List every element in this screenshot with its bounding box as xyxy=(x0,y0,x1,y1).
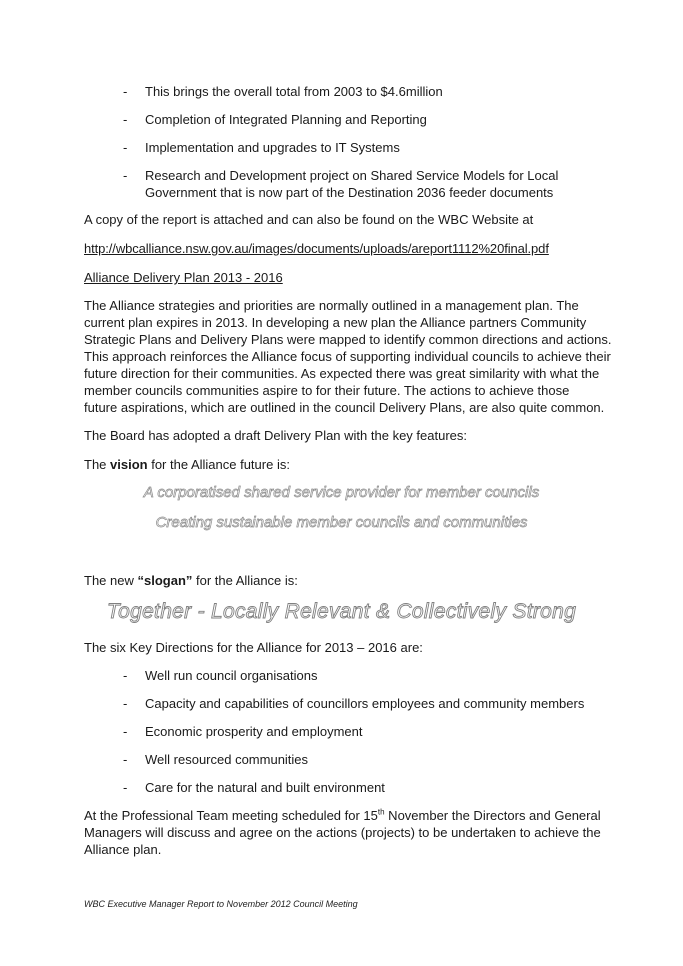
bullet-item: Research and Development project on Shared Service Models for Local xyxy=(145,168,559,183)
vision-intro: The vision for the Alliance future is: xyxy=(84,457,290,472)
bullet-dash: - xyxy=(123,140,128,155)
direction-item: Well resourced communities xyxy=(145,752,309,767)
bullet-dash: - xyxy=(123,724,128,739)
paragraph-line: Strategic Plans and Delivery Plans were mapped to identify common directions and actions. xyxy=(84,332,612,347)
bullet-dash: - xyxy=(123,752,128,767)
bullet-item: This brings the overall total from 2003 to $4.6million xyxy=(145,84,443,99)
vision-line: Creating sustainable member councils and communities xyxy=(155,514,528,531)
closing-line: Managers will discuss and agree on the actions (projects) to be undertaken to achieve the xyxy=(84,825,601,840)
bullet-item: Completion of Integrated Planning and Reporting xyxy=(145,112,427,127)
directions-intro: The six Key Directions for the Alliance for 2013 – 2016 are: xyxy=(84,640,423,655)
direction-item: Well run council organisations xyxy=(145,668,318,683)
closing-line: At the Professional Team meeting scheduled for 15th November the Directors and General xyxy=(84,807,601,823)
bullet-dash: - xyxy=(123,84,128,99)
paragraph-line: future direction for their communities. As expected there was great similarity with what the xyxy=(84,366,600,381)
bullet-dash: - xyxy=(123,112,128,127)
bullet-dash: - xyxy=(123,168,128,183)
section-heading: Alliance Delivery Plan 2013 - 2016 xyxy=(84,270,283,285)
paragraph-line: The Alliance strategies and priorities are normally outlined in a management plan. The xyxy=(84,298,579,313)
slogan-intro: The new “slogan” for the Alliance is: xyxy=(84,573,298,588)
board-text: The Board has adopted a draft Delivery Plan with the key features: xyxy=(84,428,467,443)
page-footer: WBC Executive Manager Report to November 2012 Council Meeting xyxy=(84,899,358,909)
paragraph-line: future aspirations, which are outlined in the council Delivery Plans, are also quite common. xyxy=(84,400,605,415)
paragraph-line: This approach reinforces the Alliance focus of supporting individual councils to achieve their xyxy=(84,349,611,364)
report-text: A copy of the report is attached and can also be found on the WBC Website at xyxy=(84,212,534,227)
bullet-item: Implementation and upgrades to IT Systems xyxy=(145,140,400,155)
report-link[interactable]: http://wbcalliance.nsw.gov.au/images/documents/uploads/areport1112%20final.pdf xyxy=(84,241,549,256)
bullet-dash: - xyxy=(123,696,128,711)
paragraph-line: member councils communities aspire to for their future. The actions to achieve those xyxy=(84,383,570,398)
closing-line: Alliance plan. xyxy=(84,842,162,857)
direction-item: Economic prosperity and employment xyxy=(145,724,363,739)
paragraph-line: current plan expires in 2013. In developing a new plan the Alliance partners Community xyxy=(84,315,587,330)
bullet-dash: - xyxy=(123,668,128,683)
vision-line: A corporatised shared service provider for member councils xyxy=(143,484,540,501)
slogan-text: Together - Locally Relevant & Collectively Strong xyxy=(106,600,577,623)
direction-item: Capacity and capabilities of councillors employees and community members xyxy=(145,696,585,711)
bullet-item-continuation: Government that is now part of the Destination 2036 feeder documents xyxy=(145,185,554,200)
bullet-dash: - xyxy=(123,780,128,795)
direction-item: Care for the natural and built environment xyxy=(145,780,385,795)
